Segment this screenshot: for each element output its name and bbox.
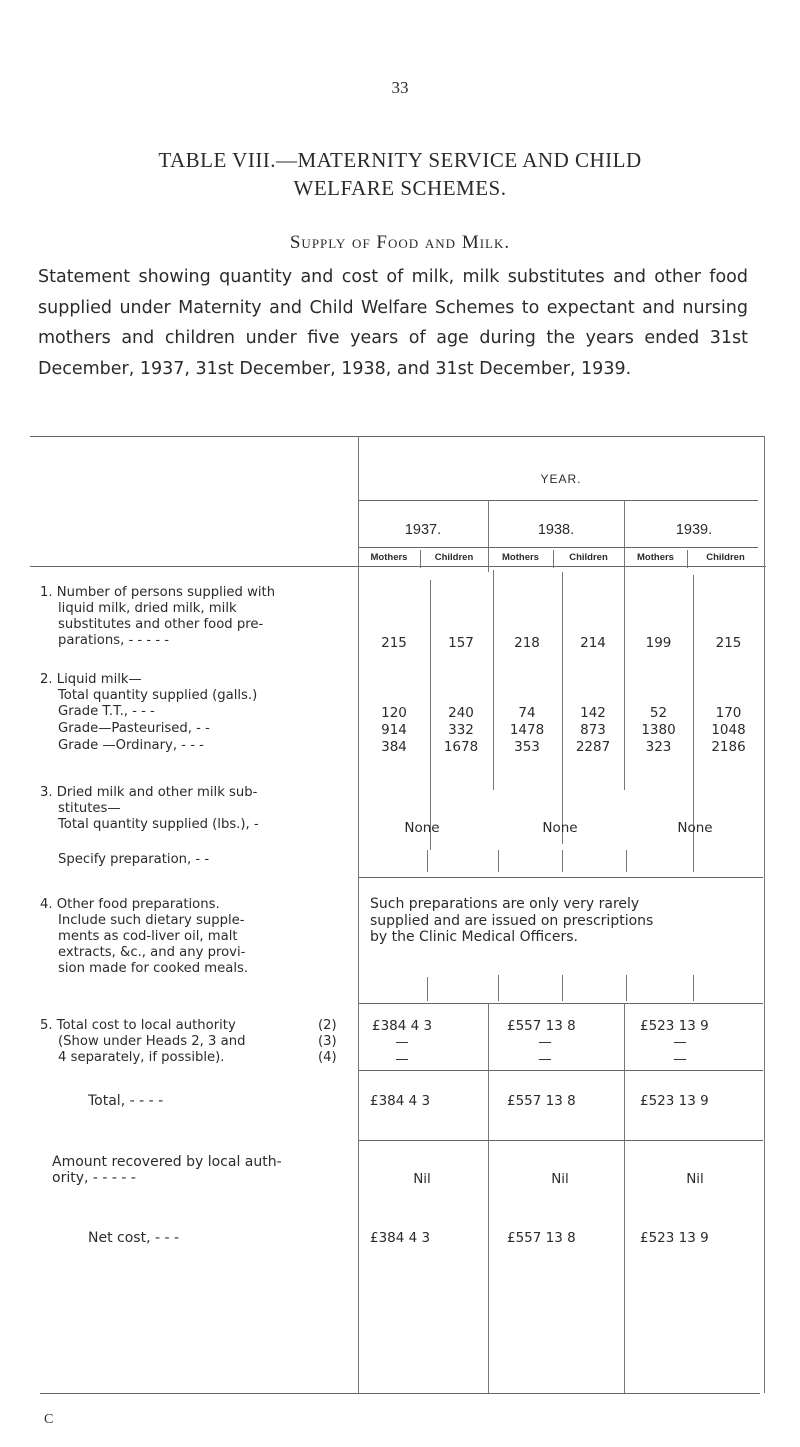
head-numbers: (2) (3) (4) [318,1018,337,1065]
year-1938: 1938. [537,522,575,538]
row-label-total-cost: 5. Total cost to local authority (Show under Heads 2, 3 and 4 separately, if possible). [40,1018,246,1065]
subheader-mothers: Mothers [637,552,674,563]
cell-value: 1478 [509,722,545,738]
subheader-mothers: Mothers [370,552,408,563]
total-label: Total, - - - - [88,1093,164,1109]
year-1939: 1939. [675,522,713,538]
cell-none: None [404,820,440,836]
total-1937: £384 4 3 [370,1093,431,1109]
cell-value: 332 [448,722,474,738]
dash: — [538,1051,552,1067]
cost-1938: £557 13 8 [507,1018,576,1034]
dash: — [673,1034,687,1050]
cell-value: 2287 [575,739,611,755]
dash: — [395,1034,409,1050]
cell-value: 873 [580,722,606,738]
cell-value: 1380 [641,722,676,738]
cell-value: 157 [448,635,474,651]
cost-1939: £523 13 9 [640,1018,709,1034]
signature-mark: C [44,1412,54,1427]
net-1939: £523 13 9 [640,1230,709,1246]
net-1937: £384 4 3 [370,1230,431,1246]
subheader-mothers: Mothers [502,552,539,563]
cell-none: None [677,820,713,836]
cell-value: 52 [649,705,668,721]
cell-value: 353 [514,739,540,755]
row-label-persons-supplied: 1. Number of persons supplied with liquid milk, dried milk, milk substitutes and other food pre- parations, - - - - - [40,585,276,648]
total-1939: £523 13 9 [640,1093,709,1109]
row-label-dried-milk: 3. Dried milk and other milk sub- stitutes— Total quantity supplied (lbs.), - [40,785,259,832]
cell-value: 215 [381,635,407,651]
cell-value: 384 [381,739,407,755]
year-1937: 1937. [404,522,442,538]
subheader-children: Children [569,552,608,563]
section-subtitle: Supply of Food and Milk. [289,232,511,253]
recovered-1937: Nil [413,1171,431,1187]
cell-none: None [542,820,578,836]
cell-value: 215 [715,635,742,651]
cell-value: 74 [518,705,536,721]
statement-paragraph: Statement showing quantity and cost of milk, milk substitutes and other food supplied under Maternity and Child Welfare Schemes to expectant and nursing mothers and children under five years of age during the years ended 31st December, 1937, 31st December, 1938, and 31st December, 1939. [38,267,748,379]
subheader-children: Children [706,552,745,563]
recovered-1938: Nil [551,1171,569,1187]
cell-value: 1048 [711,722,746,738]
cell-value: 914 [381,722,407,738]
year-header: YEAR. [540,472,582,486]
dash: — [395,1051,409,1067]
cell-value: 199 [645,635,672,651]
other-food-note: Such preparations are only very rarely supplied and are issued on prescriptions by the Clinic Medical Officers. [370,896,654,945]
amount-recovered-label: Amount recovered by local auth- ority, - - - - - [52,1154,282,1186]
grade-pasteurised-label: Grade—Pasteurised, - - [58,721,210,736]
cell-value: 218 [514,635,540,651]
cell-value: 1678 [443,739,479,755]
subheader-children: Children [434,552,474,563]
grade-tt-label: Grade T.T., - - - [58,704,155,719]
table-title-continued: WELFARE SCHEMES. [293,176,507,200]
recovered-1939: Nil [686,1171,704,1187]
cell-value: 214 [580,635,606,651]
dash: — [673,1051,687,1067]
cell-value: 142 [580,705,606,721]
row-label-other-food: 4. Other food preparations. Include such dietary supple- ments as cod-liver oil, malt extracts, &c., and any provi- sion made for cooked meals. [40,897,249,976]
dash: — [538,1034,552,1050]
row-label-liquid-milk: 2. Liquid milk— Total quantity supplied (galls.) [40,672,258,703]
cell-value: 2186 [711,739,746,755]
cell-value: 323 [645,739,672,755]
page-number: 33 [391,78,409,97]
cell-value: 170 [715,705,742,721]
total-1938: £557 13 8 [507,1093,576,1109]
specify-preparation-label: Specify preparation, - - [58,852,210,867]
cell-value: 240 [448,705,474,721]
net-1938: £557 13 8 [507,1230,576,1246]
cell-value: 120 [381,705,407,721]
cost-1937: £384 4 3 [372,1018,433,1034]
grade-ordinary-label: Grade —Ordinary, - - - [58,738,204,753]
net-cost-label: Net cost, - - - [88,1230,180,1246]
table-title: TABLE VIII.—MATERNITY SERVICE AND CHILD [158,148,642,172]
